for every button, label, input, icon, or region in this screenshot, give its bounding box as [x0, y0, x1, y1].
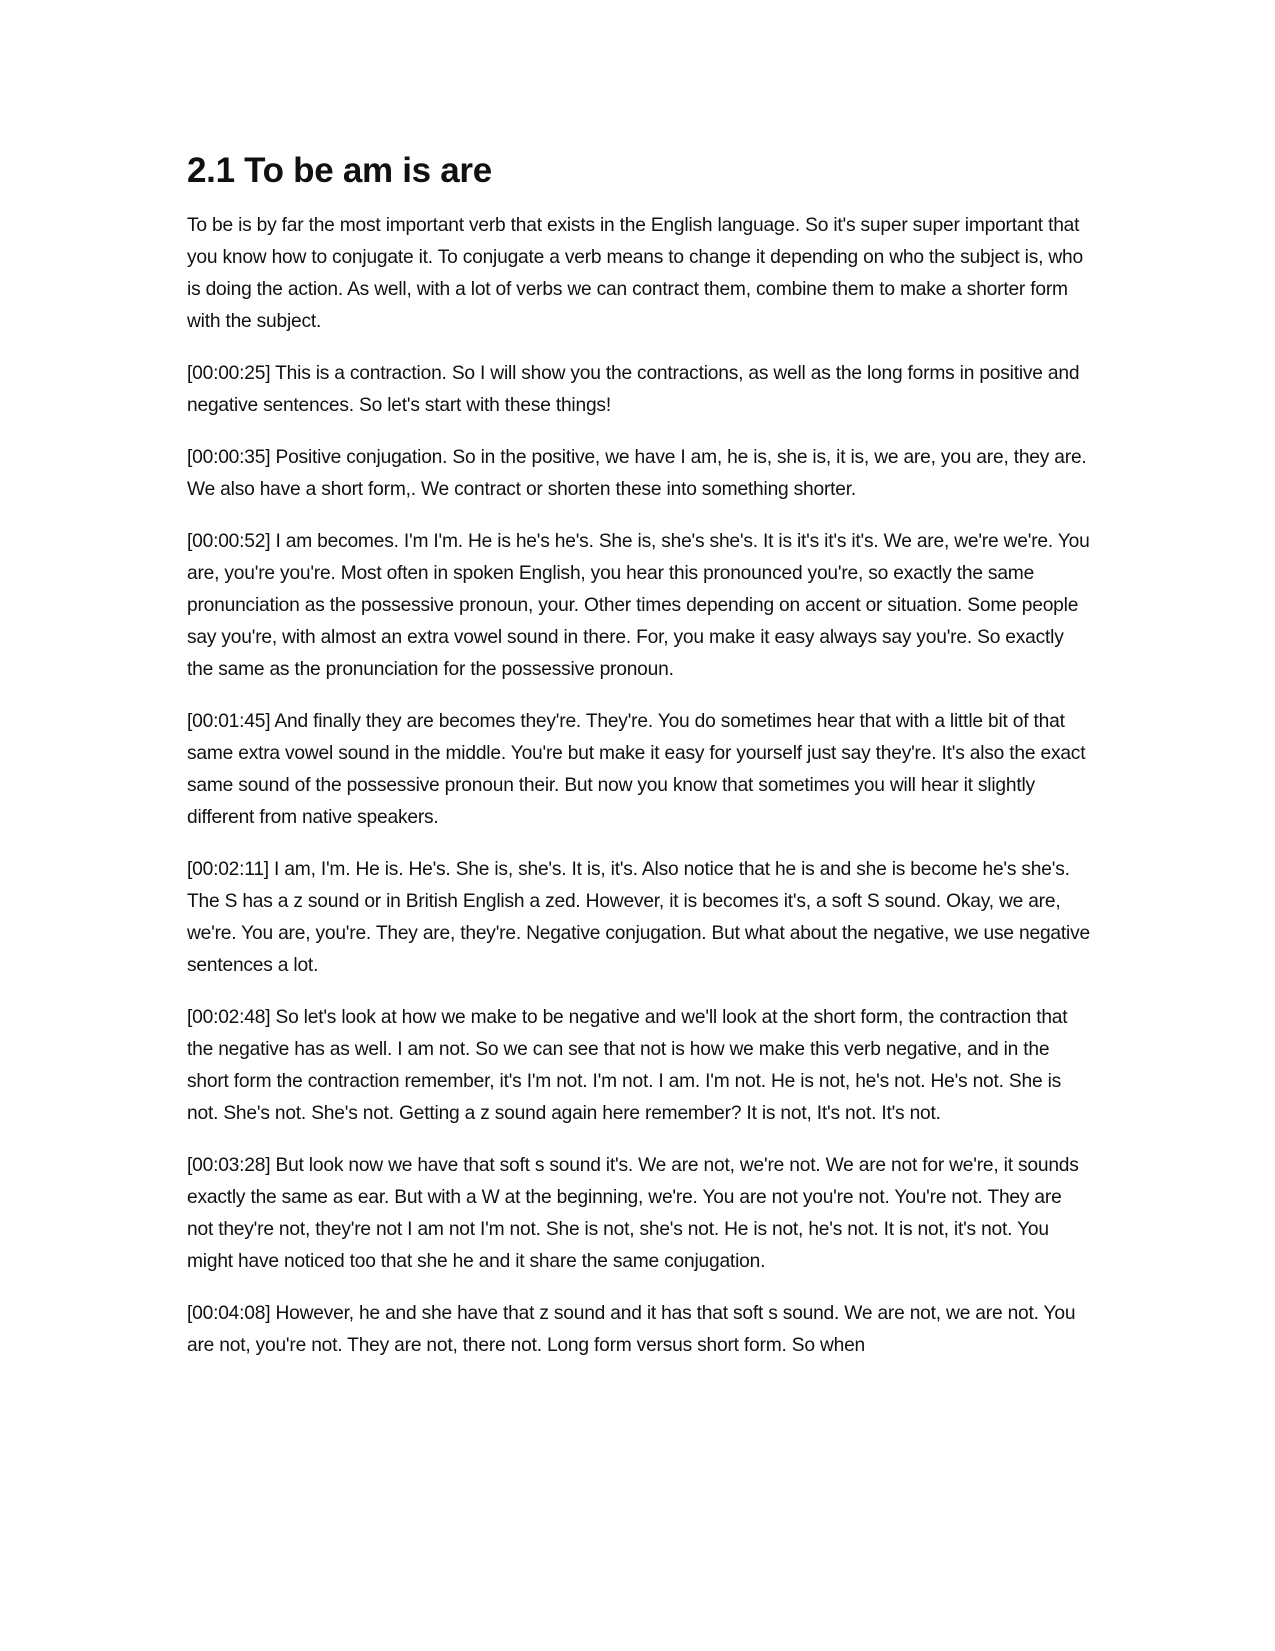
paragraph-00-00-52: [00:00:52] I am becomes. I'm I'm. He is he's he's. She is, she's she's. It is it's it's it's. We are, we're we're. You are, you're you're. Most often in spoken English, you hear this pronounced you're, so exactly the same pronunciation as the possessive pronoun, your. Other times depending on accent or situation. Some people say you're, with almost an extra vowel sound in there. For, you make it easy always say you're. So exactly the same as the pronunciation for the possessive pronoun.: [187, 531, 1090, 680]
paragraph-intro: To be is by far the most important verb that exists in the English language. So it's super super important that you know how to conjugate it. To conjugate a verb means to change it depending on who the subject is, who is doing the action. As well, with a lot of verbs we can contract them, combine them to make a shorter form with the subject.: [187, 215, 1083, 332]
page-title: 2.1 To be am is are: [187, 151, 492, 190]
document-page: [187, 150, 1092, 1382]
paragraph-00-00-25: [00:00:25] This is a contraction. So I will show you the contractions, as well as the long forms in positive and negative sentences. So let's start with these things!: [187, 363, 1080, 416]
paragraph-00-03-28: [00:03:28] But look now we have that soft s sound it's. We are not, we're not. We are not for we're, it sounds exactly the same as ear. But with a W at the beginning, we're. You are not you're not. You're not. They are not they're not, they're not I am not I'm not. She is not, she's not. He is not, he's not. It is not, it's not. You might have noticed too that she he and it share the same conjugation.: [187, 1155, 1079, 1272]
paragraph-00-02-48: [00:02:48] So let's look at how we make to be negative and we'll look at the short form, the contraction that the negative has as well. I am not. So we can see that not is how we make this verb negative, and in the short form the contraction remember, it's I'm not. I'm not. I am. I'm not. He is not, he's not. He's not. She is not. She's not. She's not. Getting a z sound again here remember? It is not, It's not. It's not.: [187, 1007, 1068, 1124]
paragraph-00-01-45: [00:01:45] And finally they are becomes they're. They're. You do sometimes hear that with a little bit of that same extra vowel sound in the middle. You're but make it easy for yourself just say they're. It's also the exact same sound of the possessive pronoun their. But now you know that sometimes you will hear it slightly different from native speakers.: [187, 711, 1086, 828]
paragraph-00-04-08: [00:04:08] However, he and she have that z sound and it has that soft s sound. We are not, we are not. You are not, you're not. They are not, there not. Long form versus short form. So when: [187, 1303, 1076, 1356]
paragraph-00-00-35: [00:00:35] Positive conjugation. So in the positive, we have I am, he is, she is, it is, we are, you are, they are. We also have a short form,. We contract or shorten these into something shorter.: [187, 447, 1087, 500]
paragraph-00-02-11: [00:02:11] I am, I'm. He is. He's. She is, she's. It is, it's. Also notice that he is and she is become he's she's. The S has a z sound or in British English a zed. However, it is becomes it's, a soft S sound. Okay, we are, we're. You are, you're. They are, they're. Negative conjugation. But what about the negative, we use negative sentences a lot.: [187, 859, 1090, 976]
